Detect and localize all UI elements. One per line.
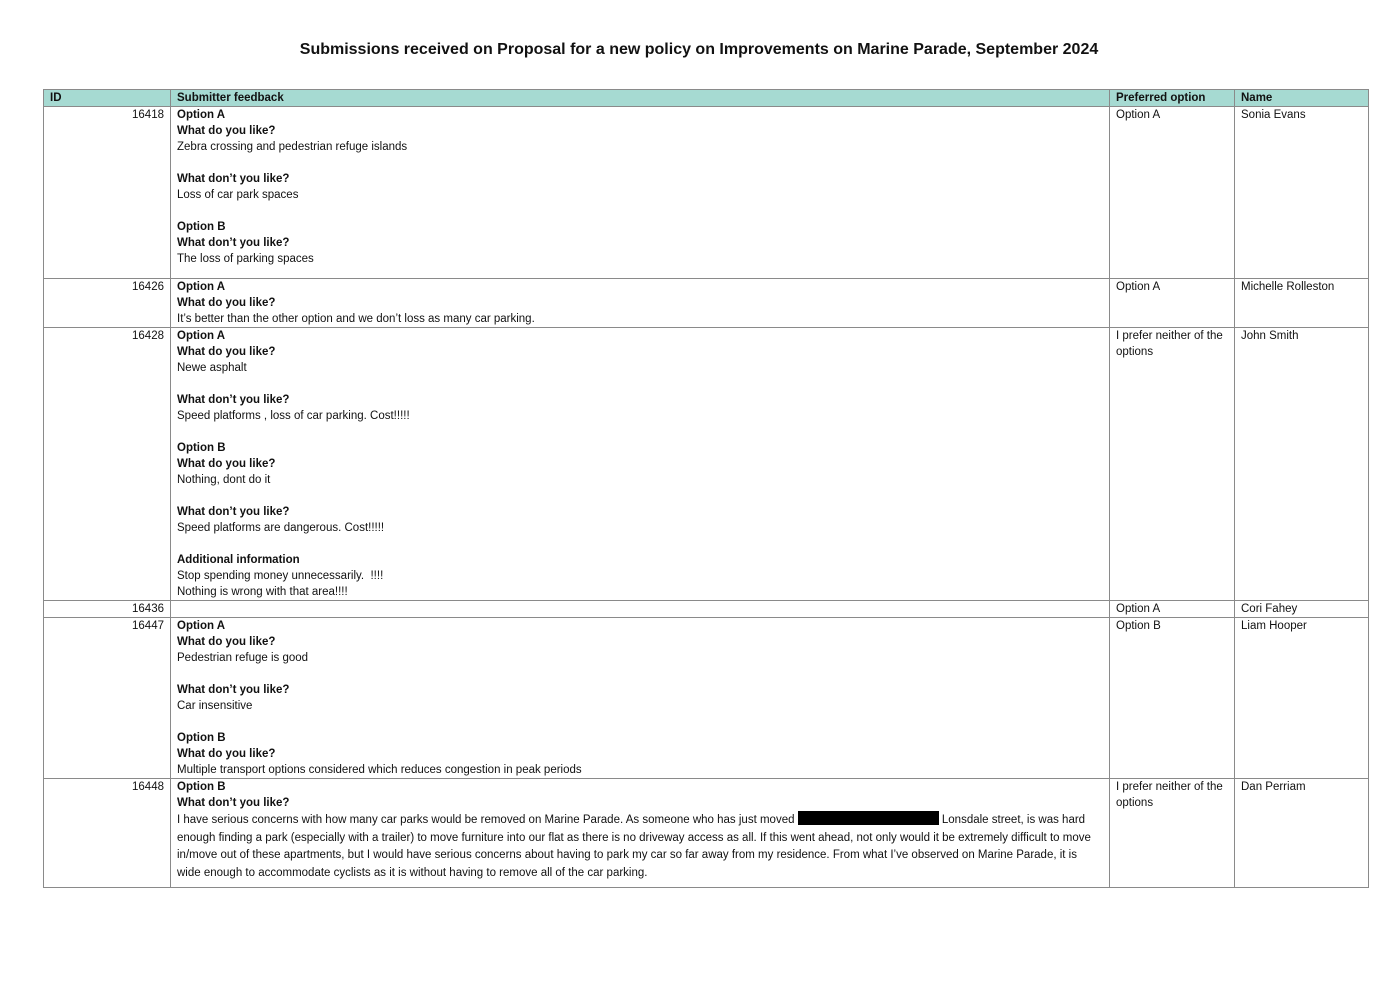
- redaction-block: [798, 811, 939, 825]
- feedback-answer: Speed platforms , loss of car parking. Cost!!!!!: [177, 410, 410, 422]
- row-preferred-option: Option A: [1110, 279, 1235, 328]
- feedback-answer: Speed platforms are dangerous. Cost!!!!!: [177, 522, 385, 534]
- row-preferred-option: Option A: [1110, 601, 1235, 618]
- page-title: Submissions received on Proposal for a new policy on Improvements on Marine Parade, September 2024: [299, 41, 1099, 58]
- feedback-heading: Option B: [177, 732, 226, 744]
- header-id: ID: [44, 90, 171, 107]
- feedback-question: What don’t you like?: [177, 394, 290, 406]
- feedback-answer: It’s better than the other option and we don’t loss as many car parking.: [177, 313, 535, 325]
- feedback-question: What don’t you like?: [177, 173, 290, 185]
- feedback-text-part: Lonsdale street, is was hard enough finding a park (especially with a trailer) to move furniture into our flat as there is no driveway access as all. If this went ahead, not only would it be extremely difficult to move in/move out of these apartments, but I would have serious concerns about having to park my car so far away from my residence. From what I’ve observed on Marine Parade, it is wide enough to accommodate cyclists as it is without having to remove all of the car parking.: [177, 814, 1091, 879]
- row-name: Michelle Rolleston: [1235, 279, 1369, 328]
- table-row: [44, 107, 1369, 279]
- header-feedback: Submitter feedback: [171, 90, 1110, 107]
- feedback-heading: Option A: [177, 281, 226, 293]
- feedback-question: What do you like?: [177, 297, 276, 309]
- row-feedback: [171, 618, 1110, 779]
- row-id: 16448: [44, 779, 171, 888]
- row-name: Liam Hooper: [1235, 618, 1369, 779]
- feedback-heading: Additional information: [177, 554, 300, 566]
- row-feedback: [171, 779, 1110, 888]
- row-name: Dan Perriam: [1235, 779, 1369, 888]
- feedback-question: What do you like?: [177, 748, 276, 760]
- feedback-heading: Option A: [177, 109, 226, 121]
- feedback-answer: Nothing is wrong with that area!!!!: [177, 586, 348, 598]
- feedback-answer: Stop spending money unnecessarily. !!!!: [177, 570, 384, 582]
- row-preferred-option: I prefer neither of the options: [1110, 328, 1235, 601]
- row-feedback: [171, 328, 1110, 601]
- feedback-question: What don’t you like?: [177, 797, 290, 809]
- feedback-question: What don’t you like?: [177, 684, 290, 696]
- row-id: 16428: [44, 328, 171, 601]
- feedback-answer: The loss of parking spaces: [177, 253, 314, 265]
- feedback-question: What don’t you like?: [177, 237, 290, 249]
- feedback-answer: [177, 811, 1103, 884]
- row-preferred-option: Option B: [1110, 618, 1235, 779]
- row-name: John Smith: [1235, 328, 1369, 601]
- feedback-answer: Zebra crossing and pedestrian refuge islands: [177, 141, 408, 153]
- row-id: 16418: [44, 107, 171, 279]
- row-name: Sonia Evans: [1235, 107, 1369, 279]
- row-id: 16447: [44, 618, 171, 779]
- feedback-answer: Car insensitive: [177, 700, 253, 712]
- row-preferred-option: I prefer neither of the options: [1110, 779, 1235, 888]
- header-name: Name: [1235, 90, 1369, 107]
- feedback-heading: Option B: [177, 221, 226, 233]
- submissions-table: [43, 89, 1369, 888]
- row-name: Cori Fahey: [1235, 601, 1369, 618]
- feedback-question: What do you like?: [177, 636, 276, 648]
- feedback-question: What don’t you like?: [177, 506, 290, 518]
- table-row: [44, 279, 1369, 328]
- feedback-answer: Loss of car park spaces: [177, 189, 299, 201]
- table-row: [44, 618, 1369, 779]
- feedback-answer: Newe asphalt: [177, 362, 247, 374]
- table-row: [44, 601, 1369, 618]
- feedback-answer: Pedestrian refuge is good: [177, 652, 309, 664]
- table-header-row: [44, 90, 1369, 107]
- feedback-text-part: I have serious concerns with how many car parks would be removed on Marine Parade. As someone who has just moved: [177, 814, 795, 826]
- feedback-heading: Option B: [177, 781, 226, 793]
- feedback-heading: Option A: [177, 330, 226, 342]
- feedback-answer: Multiple transport options considered which reduces congestion in peak periods: [177, 764, 582, 776]
- table-row: [44, 328, 1369, 601]
- feedback-heading: Option B: [177, 442, 226, 454]
- header-preferred-option: Preferred option: [1110, 90, 1235, 107]
- feedback-question: What do you like?: [177, 346, 276, 358]
- row-preferred-option: Option A: [1110, 107, 1235, 279]
- row-feedback: [171, 279, 1110, 328]
- feedback-answer: Nothing, dont do it: [177, 474, 271, 486]
- feedback-question: What do you like?: [177, 458, 276, 470]
- row-feedback: [171, 601, 1110, 618]
- row-id: 16426: [44, 279, 171, 328]
- feedback-question: What do you like?: [177, 125, 276, 137]
- row-id: 16436: [44, 601, 171, 618]
- row-feedback: [171, 107, 1110, 279]
- feedback-heading: Option A: [177, 620, 226, 632]
- table-row: [44, 779, 1369, 888]
